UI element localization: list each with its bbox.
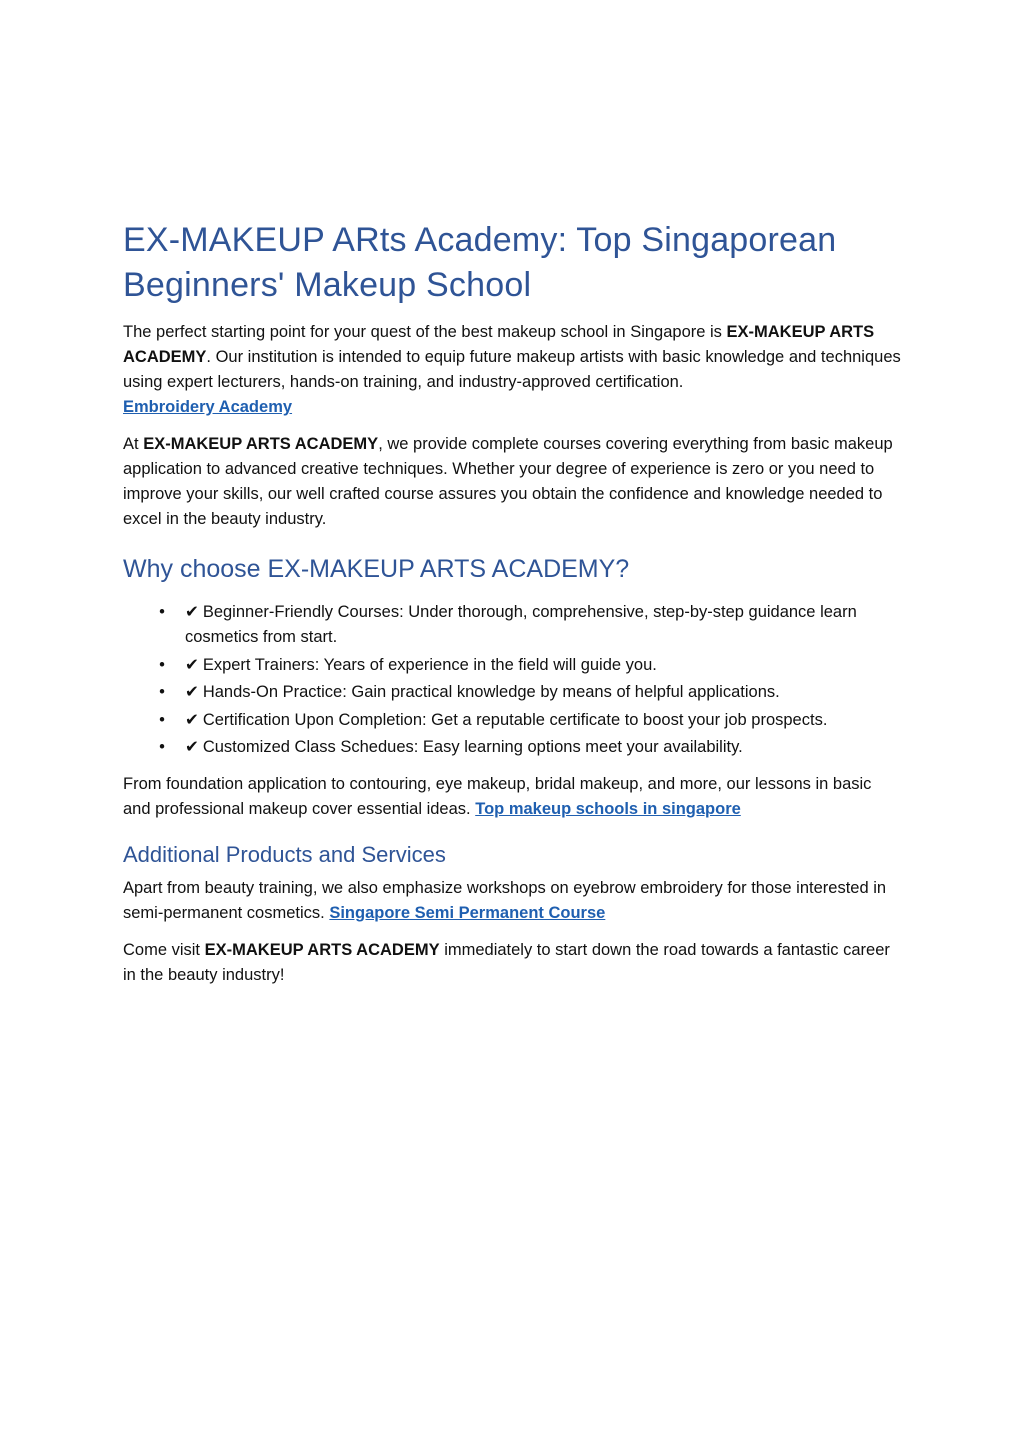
list-item bbox=[123, 680, 903, 705]
list-item-text: Beginner-Friendly Courses: Under thorough, comprehensive, step-by-step guidance learn cosmetics from start. bbox=[185, 603, 857, 646]
lessons-paragraph bbox=[123, 772, 903, 822]
additional-services-heading: Additional Products and Services bbox=[123, 842, 446, 867]
closing-academy-name: EX-MAKEUP ARTS ACADEMY bbox=[204, 941, 440, 959]
check-icon: ✔ bbox=[185, 683, 199, 701]
list-item bbox=[123, 735, 903, 760]
top-makeup-schools-link[interactable]: Top makeup schools in singapore bbox=[475, 800, 741, 818]
check-icon: ✔ bbox=[185, 738, 199, 756]
features-list bbox=[123, 600, 903, 760]
page-title: EX-MAKEUP ARts Academy: Top Singaporean Beginners' Makeup School bbox=[123, 221, 837, 304]
about-text-1: At bbox=[123, 435, 144, 453]
document-page bbox=[123, 218, 903, 1000]
about-text-2: , we provide complete courses covering everything from basic makeup application to advanced creative techniques. Whether your degree of experience is zero or you need to improve your skills, our well crafted course assures you obtain the confidence and knowledge needed to excel in the beauty industry. bbox=[123, 435, 893, 528]
list-item-text: Customized Class Schedues: Easy learning options meet your availability. bbox=[202, 738, 743, 756]
check-icon: ✔ bbox=[185, 710, 199, 729]
about-academy-name: EX-MAKEUP ARTS ACADEMY bbox=[143, 435, 379, 453]
additional-text: Apart from beauty training, we also emphasize workshops on eyebrow embroidery for those interested in semi-permanent cosmetics. bbox=[123, 879, 887, 922]
intro-text-2: . Our institution is intended to equip future makeup artists with basic knowledge and techniques using expert lecturers, hands-on training, and industry-approved certification. bbox=[123, 348, 901, 391]
embroidery-academy-link[interactable]: Embroidery Academy bbox=[123, 398, 293, 416]
bullet-icon: • bbox=[159, 710, 165, 729]
check-icon: ✔ bbox=[185, 655, 199, 674]
list-item bbox=[123, 653, 903, 678]
closing-paragraph bbox=[123, 938, 903, 988]
why-choose-heading: Why choose EX-MAKEUP ARTS ACADEMY? bbox=[123, 555, 630, 583]
bullet-icon: • bbox=[159, 683, 165, 701]
list-item-text: Certification Upon Completion: Get a reputable certificate to boost your job prospects. bbox=[202, 710, 828, 729]
semi-permanent-course-link[interactable]: Singapore Semi Permanent Course bbox=[329, 904, 606, 922]
list-item-text: Hands-On Practice: Gain practical knowledge by means of helpful applications. bbox=[202, 683, 780, 701]
check-icon: ✔ bbox=[185, 603, 199, 621]
list-item bbox=[123, 600, 903, 650]
list-item bbox=[123, 708, 903, 733]
intro-text-1: The perfect starting point for your quest of the best makeup school in Singapore is bbox=[123, 323, 727, 341]
lessons-text: From foundation application to contouring, eye makeup, bridal makeup, and more, our lessons in basic and professional makeup cover essential ideas. bbox=[123, 775, 872, 818]
bullet-icon: • bbox=[159, 655, 165, 674]
closing-text-1: Come visit bbox=[123, 941, 205, 959]
intro-paragraph bbox=[123, 320, 903, 420]
about-paragraph bbox=[123, 432, 903, 532]
bullet-icon: • bbox=[159, 603, 165, 621]
closing-text-2: immediately to start down the road towards a fantastic career in the beauty industry! bbox=[123, 941, 890, 984]
additional-paragraph bbox=[123, 876, 903, 926]
intro-academy-name: EX-MAKEUP ARTS ACADEMY bbox=[123, 323, 875, 366]
bullet-icon: • bbox=[159, 738, 165, 756]
list-item-text: Expert Trainers: Years of experience in the field will guide you. bbox=[202, 655, 657, 674]
